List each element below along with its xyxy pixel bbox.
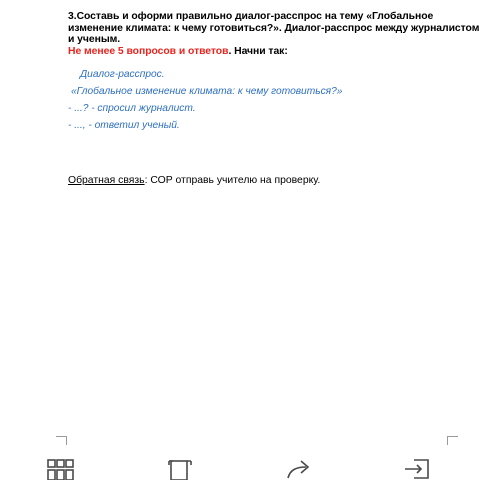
task-line-2: изменение климата: к чему готовиться?». Диалог-расспрос между журналистом bbox=[68, 22, 479, 34]
dialog-question: - ...? - спросил журналист. bbox=[68, 103, 196, 114]
export-button[interactable] bbox=[402, 456, 432, 480]
task-line-3: и ученым. bbox=[68, 34, 121, 46]
task-text bbox=[68, 11, 479, 57]
dialog-answer: - ..., - ответил ученый. bbox=[68, 120, 180, 131]
page-corner-mark-right bbox=[447, 436, 458, 445]
requirement-red-text: Не менее 5 вопросов и ответов bbox=[68, 45, 229, 57]
requirement-rest-text: . Начни так: bbox=[228, 45, 288, 57]
feedback-line bbox=[68, 175, 320, 186]
feedback-text: : СОР отправь учителю на проверку. bbox=[144, 175, 321, 186]
feedback-label: Обратная связь bbox=[68, 175, 145, 186]
share-button[interactable] bbox=[284, 456, 314, 480]
crop-icon bbox=[165, 456, 195, 480]
bottom-toolbar bbox=[0, 448, 479, 480]
dialog-heading: Диалог-расспрос. bbox=[80, 69, 165, 80]
dialog-topic: «Глобальное изменение климата: к чему готовиться?» bbox=[71, 86, 343, 97]
pages-grid-icon bbox=[45, 456, 75, 480]
task-line-1: 3.Составь и оформи правильно диалог-расспрос на тему «Глобальное bbox=[68, 11, 434, 22]
pages-grid-button[interactable] bbox=[45, 456, 75, 480]
export-icon bbox=[402, 456, 432, 480]
requirement-line bbox=[68, 46, 288, 57]
share-icon bbox=[284, 456, 314, 480]
crop-button[interactable] bbox=[165, 456, 195, 480]
page-corner-mark-left bbox=[56, 436, 67, 445]
